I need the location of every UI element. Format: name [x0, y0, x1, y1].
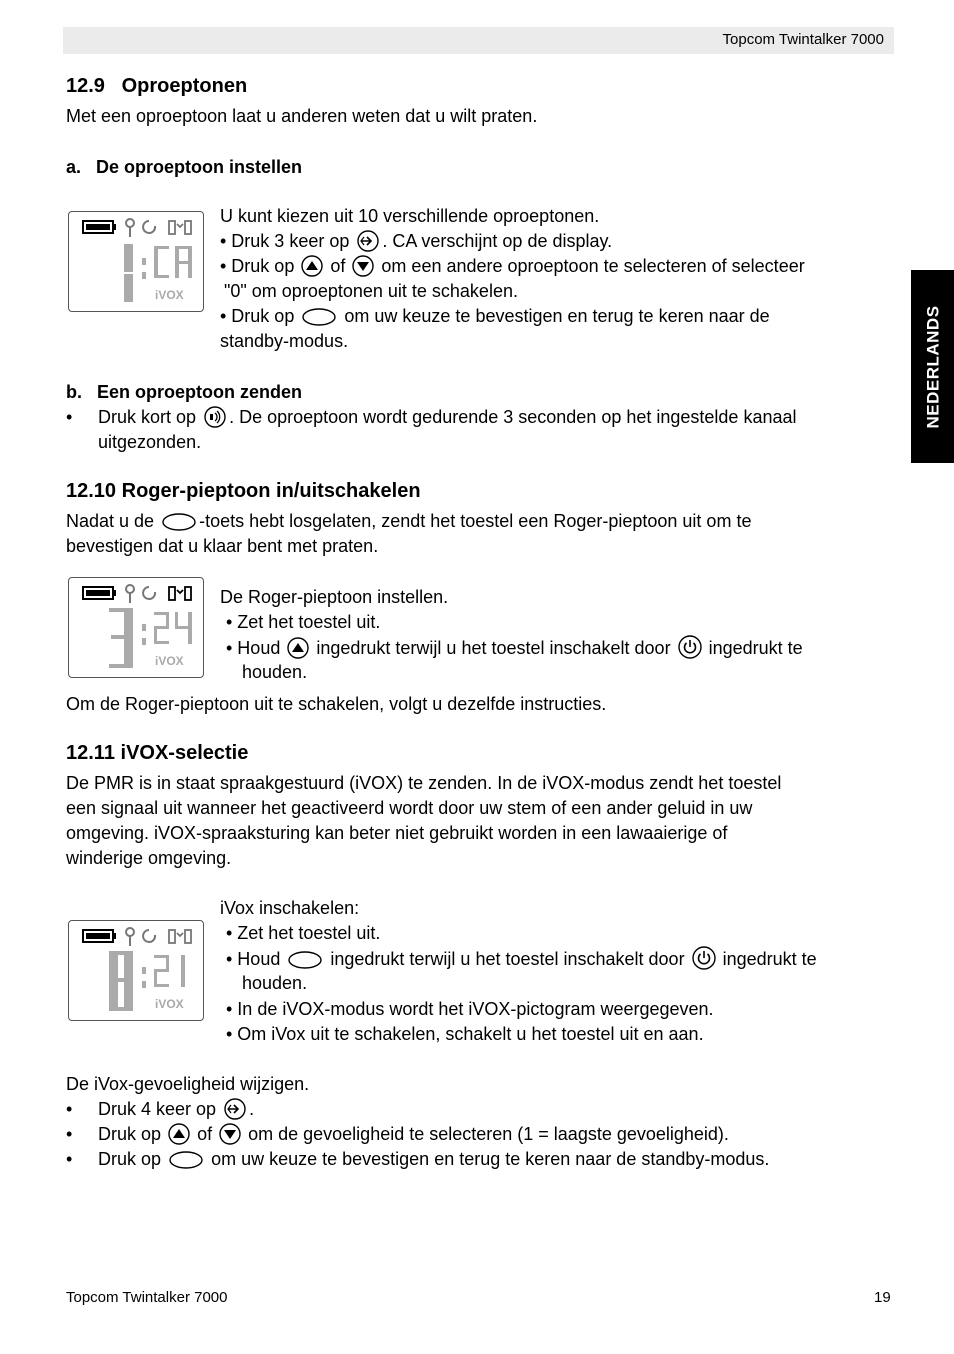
roger-bullet-2 [226, 635, 803, 666]
ivox-para-line-3: omgeving. iVOX-spraaksturing kan beter niet gebruikt worden in een lawaaierige of [66, 823, 728, 843]
vibrate-icon [169, 930, 191, 943]
text: -toets hebt losgelaten, zendt het toestel een Roger-pieptoon uit om te [199, 511, 752, 531]
lcd-graphic [69, 212, 203, 311]
language-tab-label: NEDERLANDS [923, 304, 942, 429]
text: ingedrukt te [708, 638, 803, 658]
ivox-para-line-1: De PMR is in staat spraakgestuurd (iVOX) te zenden. In de iVOX-modus zendt het toestel [66, 773, 782, 793]
section-number: 12.10 [66, 480, 117, 502]
section-number: 12.11 [66, 742, 115, 764]
send-call-tone-cont: uitgezonden. [98, 432, 202, 452]
lcd-graphic [69, 578, 203, 677]
text: om een andere oproeptoon te selecteren of selecteer [381, 256, 805, 276]
text: • Houd [226, 638, 281, 658]
text: om uw keuze te bevestigen en terug te keren naar de [344, 306, 770, 326]
send-call-tone-line [98, 405, 898, 435]
ivox-sensitivity-title: De iVox-gevoeligheid wijzigen. [66, 1074, 310, 1094]
section-12-11-heading [66, 740, 248, 766]
text: Druk op [98, 1124, 162, 1144]
lcd-display-call-tone [68, 211, 204, 312]
battery-icon [83, 221, 116, 233]
lcd-small-digits [154, 612, 192, 644]
vibrate-icon [169, 587, 191, 600]
vibrate-icon [169, 221, 191, 234]
ivox-bullet-1: • Zet het toestel uit. [226, 923, 381, 943]
key-lock-icon [126, 928, 134, 946]
text: . CA verschijnt op de display. [382, 231, 613, 251]
lcd-ivox-label: iVOX [155, 997, 184, 1011]
text: om uw keuze te bevestigen en terug te keren naar de standby-modus. [211, 1149, 770, 1169]
scan-icon [143, 587, 155, 599]
power-icon [678, 635, 702, 666]
text: • Druk op [220, 306, 295, 326]
sens-bullet-marker-1: • [66, 1099, 73, 1119]
subsection-b-heading [66, 380, 302, 404]
ivox-bullet-2 [226, 946, 817, 977]
text: of [330, 256, 346, 276]
text: . De oproeptoon wordt gedurende 3 seconden op het ingestelde kanaal [229, 407, 797, 427]
text: Druk kort op [98, 407, 197, 427]
ivox-enable-title: iVox inschakelen: [220, 898, 360, 918]
text: Nadat u de [66, 511, 155, 531]
subsection-label: b. [66, 382, 82, 402]
subsection-label: a. [66, 157, 82, 177]
section-12-9-intro: Met een oproeptoon laat u anderen weten dat u wilt praten. [66, 106, 538, 126]
header-product: Topcom Twintalker 7000 [722, 31, 884, 48]
header-bar [63, 27, 894, 54]
sens-step-3 [98, 1147, 769, 1177]
page-number: 19 [874, 1289, 891, 1306]
lcd-big-digit [109, 951, 133, 1011]
sens-bullet-marker-2: • [66, 1124, 73, 1144]
lcd-graphic [69, 921, 203, 1020]
language-tab [911, 270, 954, 463]
text: of [197, 1124, 213, 1144]
lcd-ivox-label: iVOX [155, 288, 184, 302]
lcd-small-digits [154, 246, 192, 278]
roger-intro-line-2: bevestigen dat u klaar bent met praten. [66, 536, 379, 556]
subsection-title: De oproeptoon instellen [96, 157, 303, 177]
section-title: Roger-pieptoon in/uitschakelen [121, 480, 421, 502]
text: om de gevoeligheid te selecteren (1 = laagste gevoeligheid). [248, 1124, 729, 1144]
scan-icon [143, 221, 155, 233]
text: ingedrukt terwijl u het toestel inschakelt door [330, 949, 685, 969]
ivox-para-line-4: winderige omgeving. [66, 848, 232, 868]
lcd-display-ivox [68, 920, 204, 1021]
text: Druk 4 keer op [98, 1099, 217, 1119]
subsection-title: Een oproeptoon zenden [97, 382, 303, 402]
ivox-bullet-2-cont: houden. [242, 973, 308, 993]
roger-outro: Om de Roger-pieptoon uit te schakelen, volgt u dezelfde instructies. [66, 694, 607, 714]
call-tone-bullet-3-cont: standby-modus. [220, 331, 349, 351]
send-bullet-marker: • [66, 407, 73, 427]
text: ingedrukt te [722, 949, 817, 969]
scan-icon [143, 930, 155, 942]
power-icon [692, 946, 716, 977]
ivox-para-line-2: een signaal uit wanneer het geactiveerd wordt door uw stem of een ander geluid in uw [66, 798, 753, 818]
sens-bullet-marker-3: • [66, 1149, 73, 1169]
text: Druk op [98, 1149, 162, 1169]
text: . [249, 1099, 255, 1119]
ivox-bullet-4: • Om iVox uit te schakelen, schakelt u het toestel uit en aan. [226, 1024, 704, 1044]
lcd-colon [142, 624, 146, 645]
ptt-oval-icon [168, 1150, 204, 1177]
lcd-colon [142, 967, 146, 988]
lcd-colon [142, 258, 146, 279]
key-lock-icon [126, 219, 134, 237]
lcd-big-digit [124, 244, 133, 302]
call-tone-icon [203, 406, 227, 435]
call-tone-line-1: U kunt kiezen uit 10 verschillende oproeptonen. [220, 206, 600, 226]
battery-icon [83, 930, 116, 942]
ivox-bullet-3: • In de iVOX-modus wordt het iVOX-pictogram weergegeven. [226, 999, 714, 1019]
lcd-small-digits [154, 955, 185, 987]
section-title: iVOX-selectie [120, 742, 249, 764]
lcd-big-digit [109, 608, 133, 668]
roger-bullet-1: • Zet het toestel uit. [226, 612, 381, 632]
section-number: 12.9 [66, 75, 105, 97]
text: • Druk 3 keer op [220, 231, 350, 251]
subsection-a-heading [66, 155, 302, 179]
section-title: Oproeptonen [121, 75, 248, 97]
roger-bullet-2-cont: houden. [242, 662, 308, 682]
footer-product: Topcom Twintalker 7000 [66, 1289, 228, 1306]
roger-line-1: De Roger-pieptoon instellen. [220, 587, 449, 607]
section-12-9-heading [66, 73, 247, 99]
battery-icon [83, 587, 116, 599]
text: ingedrukt terwijl u het toestel inschakelt door [316, 638, 671, 658]
lcd-display-roger [68, 577, 204, 678]
key-lock-icon [126, 585, 134, 603]
section-12-10-heading [66, 478, 421, 504]
lcd-ivox-label: iVOX [155, 654, 184, 668]
text: • Druk op [220, 256, 295, 276]
call-tone-bullet-2-cont: "0" om oproeptonen uit te schakelen. [224, 281, 518, 301]
text: • Houd [226, 949, 281, 969]
